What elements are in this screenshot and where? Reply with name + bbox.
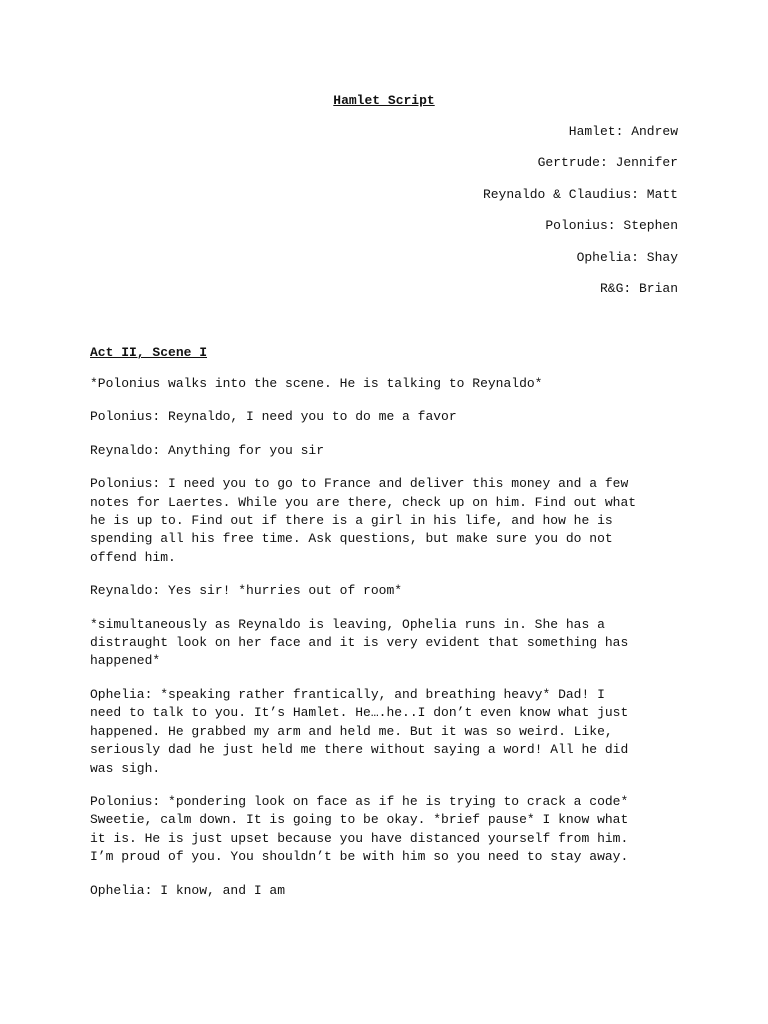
script-body <box>90 375 680 915</box>
scene-heading: Act II, Scene I <box>90 345 208 360</box>
cast-list <box>483 124 678 312</box>
cast-item-polonius: Polonius: Stephen <box>545 218 678 234</box>
dialogue-line: Reynaldo: Anything for you sir <box>90 442 325 458</box>
dialogue-line: Ophelia: *speaking rather frantically, and breathing heavy* Dad! I need to talk to you. It’s Hamlet. He….he..I don’t even know what just happened. He grabbed my arm and held me. But it was so weird. Like, seriously dad he just held me there without saying a word! All he did was sigh. <box>90 686 629 776</box>
cast-item-gertrude: Gertrude: Jennifer <box>537 155 678 171</box>
cast-item-hamlet: Hamlet: Andrew <box>568 124 678 139</box>
dialogue-line: Ophelia: I know, and I am <box>90 882 286 898</box>
stage-direction: *simultaneously as Reynaldo is leaving, Ophelia runs in. She has a distraught look on her face and it is very evident that something has happened* <box>90 616 629 669</box>
cast-item-reynaldo-claudius: Reynaldo & Claudius: Matt <box>482 186 678 202</box>
cast-item-ophelia: Ophelia: Shay <box>576 249 678 265</box>
dialogue-line: Polonius: I need you to go to France and deliver this money and a few notes for Laertes. While you are there, check up on him. Find out what he is up to. Find out if there is a girl in his life, and how he is spending all his free time. Ask questions, but make sure you do not offend him. <box>90 476 637 565</box>
document-title: Hamlet Script <box>333 93 435 108</box>
cast-item-rg: R&G: Brian <box>599 280 678 296</box>
dialogue-line: Reynaldo: Yes sir! *hurries out of room* <box>90 583 403 599</box>
dialogue-line: Polonius: *pondering look on face as if he is trying to crack a code* Sweetie, calm down. It is going to be okay. *brief pause* I know what it is. He is just upset because you have distanced yourself from him. I’m proud of you. You shouldn’t be with him so you need to stay away. <box>90 793 629 865</box>
stage-direction: *Polonius walks into the scene. He is talking to Reynaldo* <box>90 376 543 391</box>
dialogue-line: Polonius: Reynaldo, I need you to do me a favor <box>90 409 457 425</box>
